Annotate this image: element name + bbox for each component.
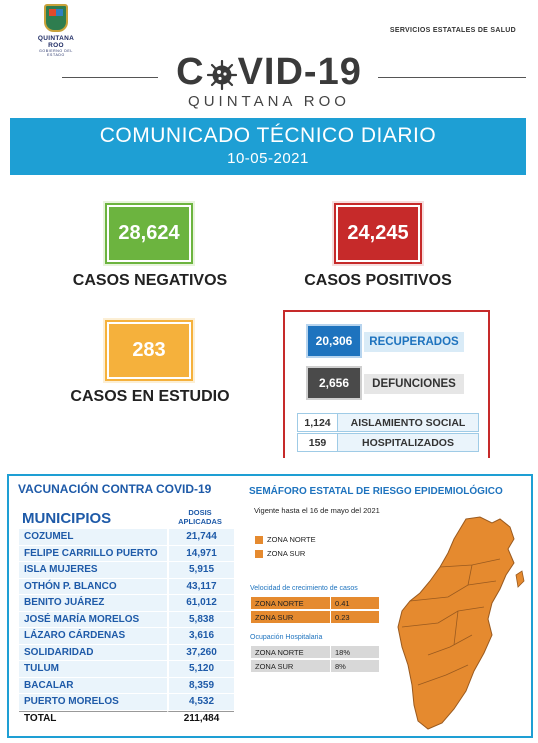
legend-label: ZONA NORTE [267,535,316,544]
cases-under-study-value: 283 [107,322,191,379]
zone-cell: ZONA NORTE [251,597,331,609]
covid-title-left: C [176,50,205,93]
doses-cell: 3,616 [167,628,234,645]
occupancy-row [251,646,379,658]
growth-rate-row [251,597,379,609]
deaths-value: 2,656 [308,368,360,398]
covid-title-right: VID-19 [237,50,362,93]
value-cell: 8% [335,661,346,671]
zone-cell: ZONA SUR [251,660,331,672]
quintana-roo-map [388,515,528,735]
coat-of-arms-icon [44,4,68,32]
table-row [19,579,234,596]
state-logo [30,4,82,58]
covid-title [158,50,380,94]
doses-cell: 21,744 [167,529,234,546]
doses-cell: 61,012 [167,595,234,612]
doses-cell: 4,532 [167,694,234,711]
value-cell: 18% [335,647,351,657]
table-row [19,678,234,695]
doses-cell: 43,117 [167,579,234,596]
municipality-cell: JOSÉ MARÍA MORELOS [19,612,167,629]
legend-label: ZONA SUR [267,549,306,558]
value-cell: 0.41 [335,598,350,608]
table-row [19,612,234,629]
doses-cell: 8,359 [167,678,234,695]
doses-cell: 5,915 [167,562,234,579]
municipality-cell: LÁZARO CÁRDENAS [19,628,167,645]
municipality-cell: SOLIDARIDAD [19,645,167,662]
cases-under-study-label: CASOS EN ESTUDIO [70,388,230,405]
orange-swatch-icon [255,550,263,558]
bulletin-title: COMUNICADO TÉCNICO DIARIO [99,124,437,147]
state-map-icon [388,515,528,735]
municipalities-header: MUNICIPIOS [22,510,112,527]
total-value: 211,484 [167,711,234,728]
table-row [19,661,234,678]
negative-cases-label: CASOS NEGATIVOS [72,272,228,289]
growth-rate-title: Velocidad de crecimiento de casos [250,585,358,592]
positive-cases-label: CASOS POSITIVOS [304,272,452,289]
positive-cases-value: 24,245 [336,205,420,262]
logo-subtitle: GOBIERNO DEL ESTADO [39,49,73,57]
divider-left [62,77,158,78]
municipality-cell: OTHÓN P. BLANCO [19,579,167,596]
daily-bulletin-banner [10,118,526,175]
table-row [19,562,234,579]
hospitalized-label: HOSPITALIZADOS [338,434,478,451]
municipality-cell: ISLA MUJERES [19,562,167,579]
orange-swatch-icon [255,536,263,544]
table-row [19,645,234,662]
isolation-value: 1,124 [298,414,338,431]
table-row [19,546,234,563]
zone-cell: ZONA SUR [251,611,331,623]
zone-cell: ZONA NORTE [251,646,331,658]
negative-cases-value: 28,624 [107,205,191,262]
value-cell: 0.23 [335,612,350,622]
hospital-occupancy-title: Ocupación Hospitalaria [250,634,323,641]
recovered-label: RECUPERADOS [364,332,464,352]
legend-zona-sur [255,549,305,558]
growth-rate-row [251,611,379,623]
total-row [19,711,234,728]
municipality-cell: COZUMEL [19,529,167,546]
doses-header: DOSIS APLICADAS [178,508,222,526]
legend-zona-norte [255,535,316,544]
municipality-cell: BACALAR [19,678,167,695]
municipality-cell: FELIPE CARRILLO PUERTO [19,546,167,563]
vaccination-table [19,529,234,727]
virus-icon [207,57,237,87]
vaccination-title: VACUNACIÓN CONTRA COVID-19 [18,482,212,496]
agency-name: SERVICIOS ESTATALES DE SALUD [389,27,516,34]
risk-traffic-light-title: SEMÁFORO ESTATAL DE RIESGO EPIDEMIOLÓGICO [249,486,503,497]
table-row [19,694,234,711]
bulletin-date: 10-05-2021 [227,150,309,167]
recovered-value: 20,306 [308,326,360,356]
doses-cell: 5,120 [167,661,234,678]
deaths-label: DEFUNCIONES [364,374,464,394]
hospitalized-value: 159 [298,434,338,451]
logo-name: QUINTANA ROO [37,35,75,49]
municipality-cell: TULUM [19,661,167,678]
table-row [19,529,234,546]
occupancy-row [251,660,379,672]
municipality-cell: BENITO JUÁREZ [19,595,167,612]
total-label: TOTAL [19,711,167,728]
doses-cell: 37,260 [167,645,234,662]
valid-until-text: Vigente hasta el 16 de mayo del 2021 [254,506,380,515]
doses-cell: 14,971 [167,546,234,563]
hospitalized-row [297,433,479,452]
doses-cell: 5,838 [167,612,234,629]
isolation-row [297,413,479,432]
municipality-cell: PUERTO MORELOS [19,694,167,711]
divider-right [378,77,526,78]
subtitle-quintana-roo: QUINTANA ROO [188,93,350,110]
isolation-label: AISLAMIENTO SOCIAL [338,414,478,431]
table-row [19,595,234,612]
table-row [19,628,234,645]
